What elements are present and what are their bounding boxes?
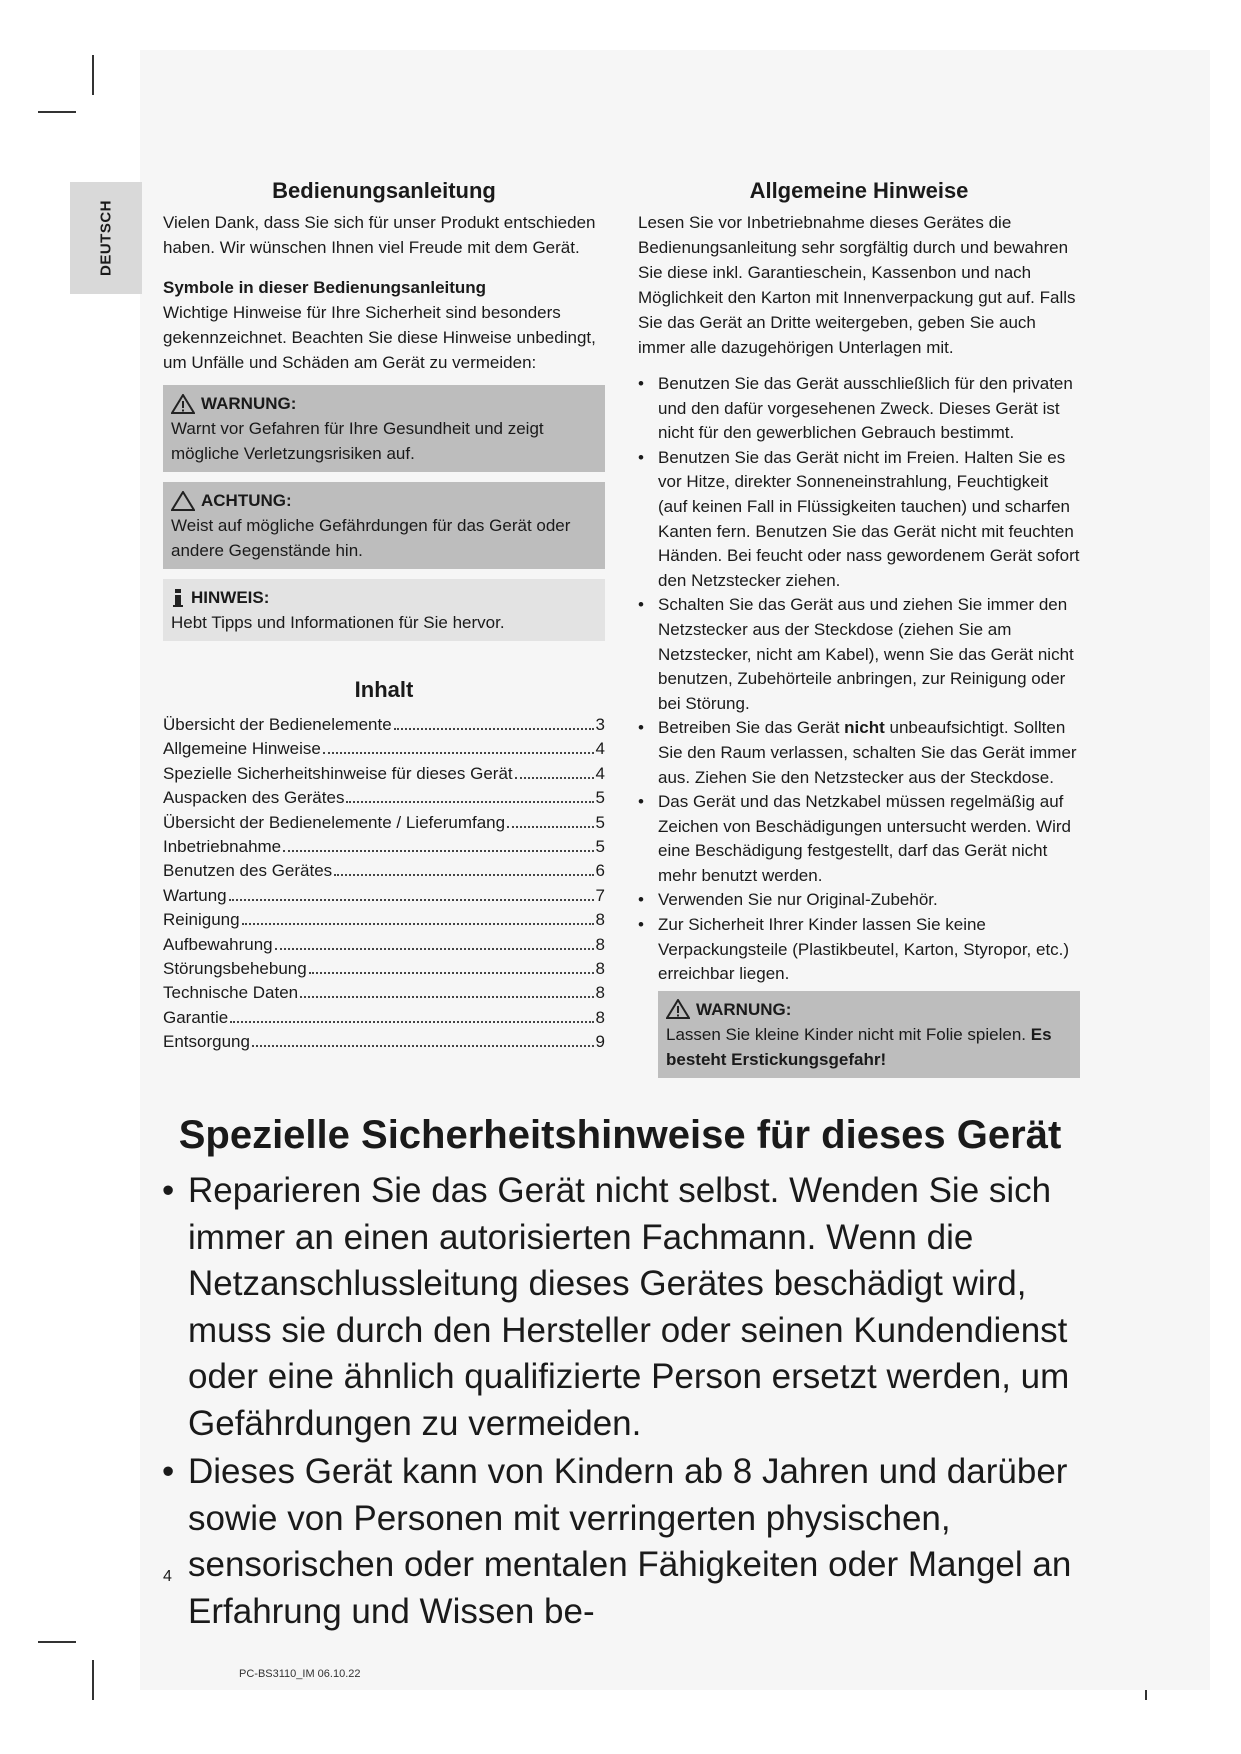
toc-title: Inhalt (354, 677, 414, 702)
list-item: • Das Gerät und das Netzkabel müssen regelmäßig auf Zeichen von Beschädigungen untersucht werden. Wird eine Beschädigung festgestellt, darf das Gerät nicht mehr benutzt werden. (638, 792, 1071, 885)
toc-entry[interactable]: Inbetriebnahme 5 (163, 837, 605, 857)
list-item: • Dieses Gerät kann von Kindern ab 8 Jahren und darüber sowie von Personen mit verringerten physischen, sensorischen oder mentalen Fähigkeiten oder Mangel an Erfahrung und Wissen be- (162, 1452, 1072, 1631)
warning-box-text: Warnt vor Gefahren für Ihre Gesundheit und zeigt mögliche Verletzungsrisiken auf. (171, 419, 544, 463)
language-tab (70, 182, 142, 294)
footer-code: PC-BS3110_IM 06.10.22 (239, 1668, 361, 1680)
toc-entry[interactable]: Übersicht der Bedienelemente 3 (163, 715, 605, 734)
safety-section-title: Spezielle Sicherheitshinweise für dieses Gerät (178, 1113, 1062, 1157)
page-number: 4 (163, 1568, 172, 1585)
list-item: • Verwenden Sie nur Original-Zubehör. (638, 890, 938, 910)
manual-title: Bedienungsanleitung (272, 178, 496, 203)
toc-entry[interactable]: Garantie 8 (163, 1007, 605, 1027)
toc-entry[interactable]: Reinigung 8 (163, 910, 605, 930)
list-item: • Benutzen Sie das Gerät ausschließlich für den privaten und den dafür vorgesehenen Zweck. Dieses Gerät ist nicht für den gewerblichen Gebrauch bestimmt. (638, 374, 1073, 443)
caution-box-title (171, 488, 597, 513)
info-icon (171, 588, 185, 608)
warning-box-title (171, 391, 597, 416)
right-column (638, 178, 1080, 1078)
warning-triangle-icon (171, 394, 195, 414)
toc-entry[interactable]: Allgemeine Hinweise 4 (163, 739, 605, 759)
warning-triangle-icon (666, 999, 690, 1019)
child-warning-title (666, 997, 1072, 1022)
toc-entry[interactable]: Entsorgung 9 (163, 1032, 605, 1052)
caution-box (163, 482, 605, 569)
caution-box-label: ACHTUNG: (201, 491, 292, 510)
child-warning-box (658, 991, 1080, 1078)
list-item: • Reparieren Sie das Gerät nicht selbst. Wenden Sie sich immer an einen autorisierten Fachmann. Wenn die Netzanschlussleitung dieses Gerätes beschädigt wird, muss sie durch den Hersteller oder seinen Kundendienst oder eine ähnlich qualifizierte Person ersetzt werden, um Gefährdungen zu vermeiden. (162, 1171, 1070, 1443)
safety-section (150, 1108, 1090, 1635)
list-item: • Benutzen Sie das Gerät nicht im Freien. Halten Sie es vor Hitze, direkter Sonneneinstrahlung, Feuchtigkeit (auf keinen Fall in Flüssigkeiten tauchen) und scharfen Kanten fern. Benutzen Sie das Gerät nicht mit feuchten Händen. Bei feucht oder nass gewordenem Gerät sofort den Netzstecker ziehen. (638, 447, 1080, 590)
intro-text: Vielen Dank, dass Sie sich für unser Produkt entschieden haben. Wir wünschen Ihnen viel Freude mit dem Gerät. (163, 213, 596, 257)
table-of-contents (163, 713, 605, 1055)
toc-entry[interactable]: Benutzen des Gerätes 6 (163, 861, 605, 881)
crop-mark (92, 55, 94, 95)
toc-entry[interactable]: Wartung 7 (163, 885, 605, 905)
note-box-label: HINWEIS: (191, 588, 270, 607)
language-tab-label: DEUTSCH (97, 199, 115, 277)
list-item: • Zur Sicherheit Ihrer Kinder lassen Sie keine Verpackungsteile (Plastikbeutel, Karton, Styropor, etc.) erreichbar liegen. (638, 915, 1070, 984)
note-box (163, 579, 605, 641)
general-notes-intro: Lesen Sie vor Inbetriebnahme dieses Gerätes die Bedienungsanleitung sehr sorgfältig durch und bewahren Sie diese inkl. Garantieschein, Kassenbon und nach Möglichkeit den Karton mit Innenverpackung gut auf. Falls Sie das Gerät an Dritte weitergeben, geben Sie auch immer alle dazugehörigen Unterlagen mit. (638, 213, 1076, 357)
toc-entry[interactable]: Übersicht der Bedienelemente / Lieferumfang 5 (163, 812, 605, 832)
warning-box-label: WARNUNG: (201, 394, 297, 413)
crop-mark (92, 1660, 94, 1700)
caution-box-text: Weist auf mögliche Gefährdungen für das Gerät oder andere Gegenstände hin. (171, 516, 571, 560)
toc-entry[interactable]: Technische Daten 8 (163, 983, 605, 1003)
crop-mark (38, 1641, 76, 1643)
symbols-text: Wichtige Hinweise für Ihre Sicherheit sind besonders gekennzeichnet. Beachten Sie diese Hinweise unbedingt, um Unfälle und Schäden am Gerät zu vermeiden: (163, 303, 596, 372)
symbols-heading: Symbole in dieser Bedienungsanleitung (163, 278, 487, 297)
note-box-text: Hebt Tipps und Informationen für Sie hervor. (171, 613, 505, 632)
toc-entry[interactable]: Aufbewahrung 8 (163, 934, 605, 954)
note-box-title (171, 585, 597, 610)
list-item: • Schalten Sie das Gerät aus und ziehen Sie immer den Netzstecker aus der Steckdose (ziehen Sie am Netzstecker, nicht am Kabel), wenn Sie das Gerät nicht benutzen, Zubehörteile anbringen, zur Reinigung oder bei Störung. (638, 595, 1074, 713)
general-notes-title: Allgemeine Hinweise (749, 178, 969, 203)
general-notes-list (638, 372, 1080, 987)
crop-mark (38, 111, 76, 113)
warning-box (163, 385, 605, 472)
child-warning-label: WARNUNG: (696, 999, 792, 1019)
toc-entry[interactable]: Spezielle Sicherheitshinweise für dieses Gerät 4 (163, 763, 605, 783)
safety-list (150, 1168, 1090, 1635)
child-warning-text: Lassen Sie kleine Kinder nicht mit Folie spielen. Es besteht Erstickungsgefahr! (666, 1024, 1052, 1069)
warning-triangle-icon (171, 491, 195, 511)
left-column (163, 178, 605, 1055)
list-item: • Betreiben Sie das Gerät nicht unbeaufsichtigt. Sollten Sie den Raum verlassen, schalten Sie das Gerät immer aus. Ziehen Sie den Netzstecker aus der Steckdose. (638, 718, 1077, 787)
toc-entry[interactable]: Auspacken des Gerätes 5 (163, 788, 605, 808)
toc-entry[interactable]: Störungsbehebung 8 (163, 959, 605, 979)
